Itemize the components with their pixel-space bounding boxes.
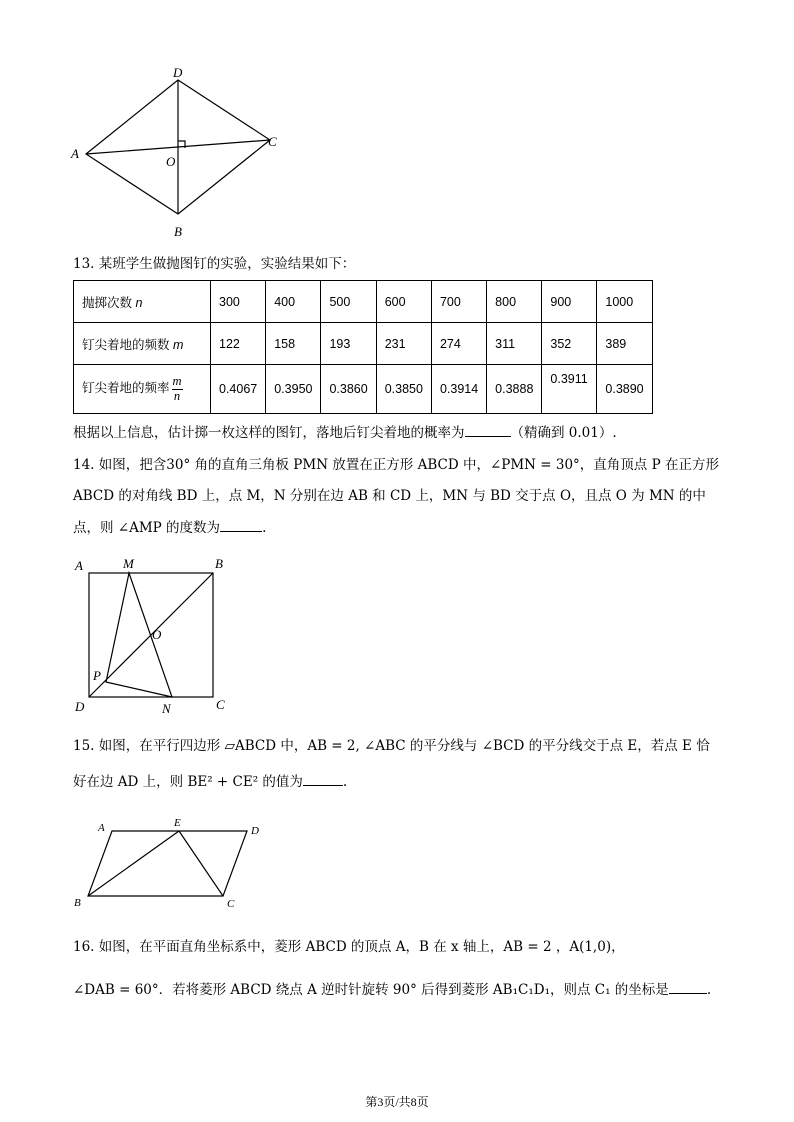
answer-blank[interactable] [669, 993, 707, 994]
table-cell: 352 [542, 323, 597, 365]
table-cell: 300 [211, 281, 266, 323]
label-b: B [174, 224, 182, 239]
label-b: B [74, 897, 81, 909]
table-cell: 193 [321, 323, 376, 365]
answer-blank[interactable] [303, 785, 343, 786]
answer-blank[interactable] [465, 436, 511, 437]
segment-ce [179, 831, 223, 896]
row-header-count: 钉尖着地的频数 m [74, 323, 211, 365]
label-o: O [166, 154, 176, 169]
table-cell: 500 [321, 281, 376, 323]
label-e: E [174, 817, 181, 829]
table-cell: 122 [211, 323, 266, 365]
frequency-table [73, 280, 653, 414]
table-cell: 0.3888 [487, 365, 542, 414]
label-a: A [75, 558, 83, 573]
q15-line1: 15. 如图，在平行四边形 ▱ABCD 中，AB = 2, ∠ABC 的平分线与 ∠BCD 的平分线交于点 E，若点 E 恰 [73, 738, 710, 754]
table-cell: 231 [376, 323, 431, 365]
fraction-m-over-n: $\frac{m}{n}$ [172, 374, 182, 403]
table-row [74, 281, 653, 323]
label-a: A [98, 822, 105, 834]
label-m: M [123, 556, 134, 571]
table-cell: 389 [597, 323, 652, 365]
table-cell: 311 [487, 323, 542, 365]
q14-line2: ABCD 的对角线 BD 上，点 M，N 分别在边 AB 和 CD 上，MN 与 BD 交于点 O，且点 O 为 MN 的中 [73, 488, 706, 504]
q16-line1: 16. 如图，在平面直角坐标系中，菱形 ABCD 的顶点 A，B 在 x 轴上，AB = 2 ，A(1,0)， [73, 939, 625, 955]
row-header-frequency: 钉尖着地的频率 $\frac{m}{n}$ [74, 365, 211, 414]
answer-blank[interactable] [220, 531, 262, 532]
label-c: C [216, 697, 225, 712]
page-footer: 第3页/共8页 [365, 1095, 429, 1109]
q16-line2: ∠DAB = 60°．若将菱形 ABCD 绕点 A 逆时针旋转 90° 后得到菱形 AB₁C₁D₁，则点 C₁ 的坐标是 . [73, 982, 712, 998]
label-a: A [71, 146, 79, 161]
q15-line2: 好在边 AD 上，则 BE² + CE² 的值为 . [73, 774, 348, 790]
q14-line3: 点，则 ∠AMP 的度数为 . [73, 520, 267, 536]
q13-stem [73, 258, 355, 272]
label-c: C [268, 134, 277, 149]
label-b: B [215, 556, 223, 571]
table-cell: 0.4067 [211, 365, 266, 414]
table-cell: 1000 [597, 281, 652, 323]
label-d: D [251, 825, 259, 837]
label-o: O [152, 627, 162, 642]
segment-be [88, 831, 179, 896]
label-c: C [227, 898, 235, 910]
row-header-throws: 抛掷次数 n [74, 281, 211, 323]
q13-text: 某班学生做抛图钉的实验，实验结果如下： [98, 256, 356, 272]
table-cell: 0.3890 [597, 365, 652, 414]
table-cell: 158 [266, 323, 321, 365]
table-cell: 0.3950 [266, 365, 321, 414]
table-row [74, 365, 653, 414]
table-row [74, 323, 653, 365]
table-cell: 0.3911 [542, 365, 597, 414]
label-n: N [162, 701, 171, 716]
table-cell: 700 [431, 281, 486, 323]
table-cell: 0.3860 [321, 365, 376, 414]
table-cell: 0.3914 [431, 365, 486, 414]
q13-answer-line: 根据以上信息，估计掷一枚这样的图钉，落地后钉尖着地的概率为 （精确到 0.01）. [73, 425, 617, 441]
parallelogram-figure [66, 814, 276, 914]
triangle-pmn [106, 573, 172, 697]
rhombus-figure [60, 62, 300, 242]
table-cell: 400 [266, 281, 321, 323]
q14-line1: 14. 如图，把含30° 角的直角三角板 PMN 放置在正方形 ABCD 中，∠PMN = 30°，直角顶点 P 在正方形 [73, 457, 719, 473]
table-cell: 600 [376, 281, 431, 323]
parallelogram-abcd [88, 831, 247, 896]
label-d: D [75, 699, 85, 714]
table-cell: 274 [431, 323, 486, 365]
label-p: P [93, 668, 101, 683]
table-cell: 0.3850 [376, 365, 431, 414]
table-cell: 800 [487, 281, 542, 323]
q13-number: 13. [73, 256, 95, 272]
square-figure [70, 552, 240, 722]
label-d: D [173, 65, 183, 80]
table-cell: 900 [542, 281, 597, 323]
